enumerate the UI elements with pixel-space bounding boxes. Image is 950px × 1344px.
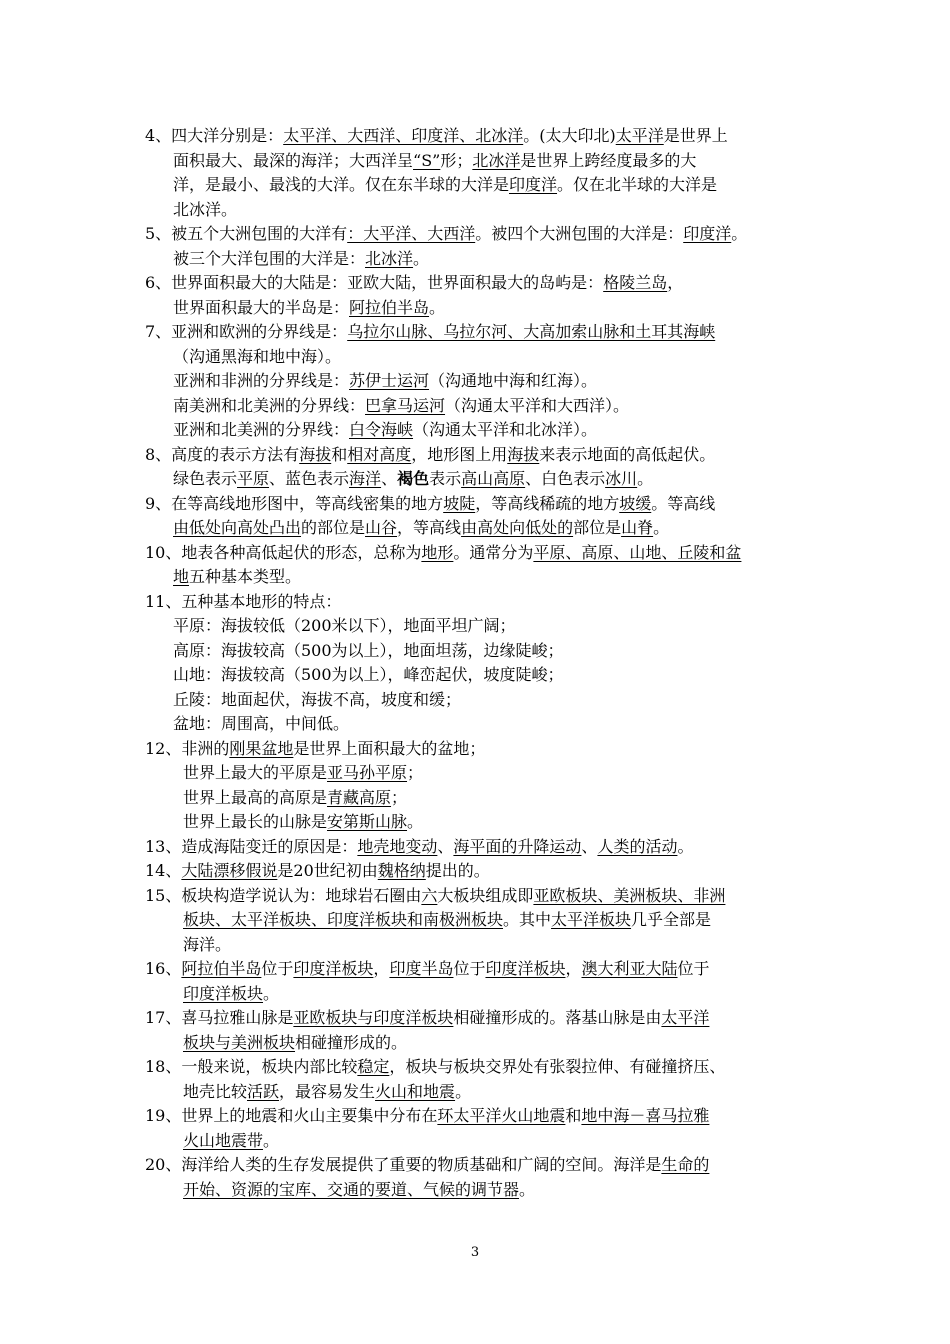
text-line: [145, 761, 810, 786]
underlined-text: 稳定: [357, 1057, 390, 1076]
text-run: 的部位是: [301, 518, 366, 537]
text-run: 、: [581, 836, 598, 856]
text-line: [145, 614, 810, 639]
underlined-text: 板块与美洲板块: [183, 1032, 296, 1052]
text-run: 南美洲和北美洲的分界线：: [173, 395, 366, 415]
text-run: 几乎全部是: [631, 910, 712, 929]
text-run: 亚洲和北美洲的分界线：: [173, 420, 350, 439]
text-run: 20、海洋给人类的生存发展提供了重要的物质基础和广阔的空间。海洋是: [145, 1155, 662, 1174]
underlined-text: 海拔: [507, 444, 540, 464]
underlined-text: 地壳地变动: [357, 836, 438, 856]
underlined-text: 活跃: [247, 1081, 280, 1101]
text-run: 是世界上面积最大的盆地；: [293, 738, 486, 758]
underlined-text: 亚马孙平原: [327, 763, 408, 782]
text-run: 。: [263, 983, 280, 1003]
text-line: [145, 565, 810, 590]
text-run: 10、地表各种高低起伏的形态，总称为: [145, 542, 422, 562]
text-line: [145, 394, 810, 419]
underlined-text: 印度洋: [509, 175, 558, 194]
text-run: 和: [565, 1106, 582, 1125]
underlined-text: “S”: [413, 150, 441, 170]
text-run: 8、高度的表示方法有: [145, 444, 300, 464]
underlined-text: 白令海峡: [349, 420, 414, 439]
text-run: （沟通太平洋和大西洋）。: [445, 395, 630, 415]
text-line: [145, 198, 810, 223]
text-run: 。: [653, 518, 670, 537]
text-run: 地壳比较: [183, 1081, 248, 1101]
list-item: [145, 492, 810, 541]
underlined-text: 印度洋板块: [293, 959, 374, 978]
underlined-text: 山谷: [365, 518, 398, 537]
text-run: 绿色表示: [173, 469, 238, 488]
text-line: [145, 908, 810, 933]
text-run: 亚洲和非洲的分界线是：: [173, 371, 350, 390]
text-run: ；: [391, 787, 408, 807]
text-run: 世界面积最大的半岛是：: [173, 297, 350, 317]
text-line: [145, 492, 810, 517]
underlined-text: 冰川: [605, 469, 638, 488]
text-run: 高原：海拔较高（500为以上），地面坦荡，边缘陡峻；: [173, 640, 564, 660]
text-line: [145, 1104, 810, 1129]
text-run: 。(太大印北): [523, 126, 616, 145]
list-item: [145, 124, 810, 222]
text-line: [145, 541, 810, 566]
text-run: 13、造成海陆变迁的原因是：: [145, 836, 358, 856]
text-line: [145, 1178, 810, 1203]
text-run: 表示: [429, 469, 462, 488]
text-run: 。通常分为: [453, 542, 534, 562]
underlined-text: 六: [421, 885, 438, 905]
text-run: 。: [429, 297, 446, 317]
text-run: 、: [381, 469, 398, 488]
text-run: 。: [677, 836, 694, 856]
text-line: [145, 884, 810, 909]
underlined-text: 火山和地震: [375, 1081, 456, 1101]
text-run: ，: [565, 959, 582, 978]
underlined-text: 太平洋板块: [551, 910, 632, 929]
text-run: 7、亚洲和欧洲的分界线是：: [145, 322, 348, 341]
underlined-text: 环太平洋火山地震: [437, 1106, 566, 1125]
text-run: 和: [331, 444, 348, 464]
underlined-text: 格陵兰岛: [603, 273, 668, 292]
underlined-text: 海平面的升降运动: [453, 836, 582, 856]
underlined-text: 印度半岛: [389, 959, 454, 978]
underlined-text: 苏伊士运河: [349, 371, 430, 390]
text-line: [145, 835, 810, 860]
list-item: [145, 957, 810, 1006]
text-line: [145, 933, 810, 958]
text-run: 形；: [440, 150, 473, 170]
list-item: [145, 835, 810, 860]
text-line: [145, 712, 810, 737]
list-item: [145, 590, 810, 737]
text-run: 海洋。: [183, 934, 232, 954]
text-line: [145, 1129, 810, 1154]
underlined-text: 印度洋板块: [183, 983, 264, 1003]
list-item: [145, 1104, 810, 1153]
text-run: 、白色表示: [525, 469, 606, 488]
text-run: 15、板块构造学说认为：地球岩石圈由: [145, 885, 422, 905]
underlined-text: 印度洋板块: [485, 959, 566, 978]
text-line: [145, 957, 810, 982]
underlined-text: 巴拿马运河: [365, 395, 446, 415]
underlined-text: ：大平洋、大西洋: [347, 224, 476, 243]
text-run: （沟通黑海和地中海）。: [173, 346, 342, 366]
underlined-text: 火山地震带: [183, 1130, 264, 1150]
list-item: [145, 443, 810, 492]
text-run: 相碰撞形成的。落基山脉是由: [453, 1008, 662, 1027]
underlined-text: 人类的活动: [597, 836, 678, 856]
underlined-text: 亚欧板块与印度洋板块: [293, 1008, 454, 1027]
text-run: 提出的。: [425, 861, 490, 880]
text-line: [145, 982, 810, 1007]
text-line: [145, 222, 810, 247]
text-line: [145, 345, 810, 370]
list-item: [145, 1055, 810, 1104]
underlined-text: 安第斯山脉: [327, 812, 408, 831]
text-run: 16、: [145, 959, 182, 978]
text-run: 大板块组成即: [437, 885, 534, 905]
text-run: 面积最大、最深的海洋；大西洋呈: [173, 150, 414, 170]
text-line: [145, 443, 810, 468]
text-line: [145, 271, 810, 296]
list-item: [145, 271, 810, 320]
underlined-text: 相对高度: [347, 444, 412, 464]
text-line: [145, 810, 810, 835]
underlined-text: 太平洋: [661, 1008, 710, 1027]
underlined-text: 魏格纳: [377, 861, 426, 880]
underlined-text: 大陆漂移假说: [181, 861, 278, 880]
underlined-text: 印度洋: [683, 224, 732, 243]
text-run: 是20世纪初由: [277, 861, 378, 880]
text-run: 世界上最大的平原是: [183, 763, 328, 782]
bold-text: 褐色: [397, 469, 430, 488]
text-line: [145, 1153, 810, 1178]
underlined-text: 平原、高原、山地、丘陵和盆: [533, 542, 742, 562]
text-line: [145, 1031, 810, 1056]
text-run: 。被四个大洲包围的大洋是：: [475, 224, 684, 243]
text-run: 山地：海拔较高（500为以上），峰峦起伏，坡度陡峻；: [173, 665, 564, 684]
text-run: ，: [667, 273, 684, 292]
text-line: [145, 590, 810, 615]
list-item: [145, 1153, 810, 1202]
underlined-text: 海洋: [349, 469, 382, 488]
list-item: [145, 737, 810, 835]
underlined-text: 地形: [421, 542, 454, 562]
text-run: ；: [407, 763, 424, 782]
text-line: [145, 688, 810, 713]
text-run: 。: [263, 1130, 280, 1150]
list-item: [145, 884, 810, 958]
underlined-text: 阿拉伯半岛: [181, 959, 262, 978]
text-run: 18、一般来说，板块内部比较: [145, 1057, 358, 1076]
text-run: 相碰撞形成的。: [295, 1032, 408, 1052]
text-line: [145, 149, 810, 174]
underlined-text: 开始、资源的宝库、交通的要道、气候的调节器: [183, 1179, 520, 1199]
list-item: [145, 1006, 810, 1055]
text-line: [145, 173, 810, 198]
text-line: [145, 1055, 810, 1080]
text-line: [145, 516, 810, 541]
text-run: ，板块与板块交界处有张裂拉伸、有碰撞挤压、: [389, 1057, 726, 1076]
text-line: [145, 467, 810, 492]
text-run: 。: [407, 812, 424, 831]
text-run: （沟通地中海和红海）。: [429, 371, 598, 390]
underlined-text: 阿拉伯半岛: [349, 297, 430, 317]
text-line: [145, 418, 810, 443]
text-line: [145, 859, 810, 884]
page-number: 3: [470, 1245, 480, 1260]
text-run: 洋，是最小、最浅的大洋。仅在东半球的大洋是: [173, 175, 510, 194]
text-run: 。: [519, 1179, 536, 1199]
text-run: 世界上最高的高原是: [183, 787, 328, 807]
text-run: ，地形图上用: [411, 444, 508, 464]
underlined-text: 澳大利亚大陆: [581, 959, 678, 978]
text-run: 。: [731, 224, 748, 243]
text-run: 位于: [453, 959, 486, 978]
text-run: 14、: [145, 861, 182, 880]
underlined-text: 海拔: [299, 444, 332, 464]
text-run: 9、在等高线地形图中，等高线密集的地方: [145, 493, 444, 513]
text-run: 。等高线: [651, 493, 716, 513]
list-item: [145, 320, 810, 443]
text-line: [145, 639, 810, 664]
underlined-text: 刚果盆地: [229, 738, 294, 758]
text-run: 。其中: [503, 910, 552, 929]
text-run: 。: [455, 1081, 472, 1101]
underlined-text: 北冰洋: [472, 150, 521, 170]
text-run: （沟通太平洋和北冰洋）。: [413, 420, 598, 439]
text-run: 、: [437, 836, 454, 856]
underlined-text: 由高处向低处的: [461, 518, 574, 537]
underlined-text: 坡陡: [443, 493, 476, 513]
text-line: [145, 247, 810, 272]
list-item: [145, 859, 810, 884]
text-run: 来表示地面的高低起伏。: [539, 444, 716, 464]
text-line: [145, 369, 810, 394]
text-run: 4、四大洋分别是：: [145, 126, 284, 145]
text-run: 丘陵：地面起伏，海拔不高，坡度和缓；: [173, 689, 462, 709]
text-line: [145, 1006, 810, 1031]
text-run: ，等高线稀疏的地方: [475, 493, 620, 513]
text-run: 。: [637, 469, 654, 488]
text-line: [145, 320, 810, 345]
text-run: 北冰洋。: [173, 199, 238, 219]
underlined-text: 太平洋: [615, 126, 664, 145]
text-run: 。: [413, 248, 430, 268]
underlined-text: 板块、太平洋板块、印度洋板块和南极洲板块: [183, 910, 504, 929]
text-run: 19、世界上的地震和火山主要集中分布在: [145, 1106, 438, 1125]
list-item: [145, 222, 810, 271]
underlined-text: 北冰洋: [365, 248, 414, 268]
text-line: [145, 786, 810, 811]
text-run: ，等高线: [397, 518, 462, 537]
text-run: 6、世界面积最大的大陆是：亚欧大陆，世界面积最大的岛屿是：: [145, 273, 604, 292]
underlined-text: 地中海－喜马拉雅: [581, 1106, 710, 1125]
underlined-text: 平原: [237, 469, 270, 488]
underlined-text: 太平洋、大西洋、印度洋、北冰洋: [283, 126, 524, 145]
text-run: 11、五种基本地形的特点：: [145, 591, 342, 611]
underlined-text: 青藏高原: [327, 787, 392, 807]
text-run: 位于: [677, 959, 710, 978]
underlined-text: 亚欧板块、美洲板块、非洲: [533, 885, 726, 905]
underlined-text: 生命的: [661, 1155, 710, 1174]
text-run: 。仅在北半球的大洋是: [557, 175, 718, 194]
text-run: 位于: [261, 959, 294, 978]
underlined-text: 乌拉尔山脉、乌拉尔河、大高加索山脉和土耳其海峡: [347, 322, 716, 341]
document-body: [145, 124, 810, 1202]
text-run: 盆地：周围高，中间低。: [173, 714, 350, 733]
text-run: 17、喜马拉雅山脉是: [145, 1008, 294, 1027]
text-run: ，最容易发生: [279, 1081, 376, 1101]
text-line: [145, 124, 810, 149]
text-run: 被三个大洋包围的大洋是：: [173, 248, 366, 268]
text-run: 五种基本类型。: [189, 567, 302, 586]
underlined-text: 高山高原: [461, 469, 526, 488]
text-line: [145, 737, 810, 762]
text-run: 、蓝色表示: [269, 469, 350, 488]
text-run: 12、非洲的: [145, 738, 230, 758]
text-run: 世界上最长的山脉是: [183, 812, 328, 831]
text-line: [145, 663, 810, 688]
underlined-text: 山脊: [621, 518, 654, 537]
text-run: ，: [373, 959, 390, 978]
text-run: 5、被五个大洲包围的大洋有: [145, 224, 348, 243]
underlined-text: 坡缓: [619, 493, 652, 513]
text-run: 是世界上: [663, 126, 728, 145]
text-run: 部位是: [573, 518, 622, 537]
text-run: 平原：海拔较低（200米以下），地面平坦广阔；: [173, 616, 516, 635]
text-line: [145, 296, 810, 321]
underlined-text: 地: [173, 567, 190, 586]
underlined-text: 由低处向高处凸出: [173, 518, 302, 537]
list-item: [145, 541, 810, 590]
text-line: [145, 1080, 810, 1105]
text-run: 是世界上跨经度最多的大: [520, 150, 697, 170]
